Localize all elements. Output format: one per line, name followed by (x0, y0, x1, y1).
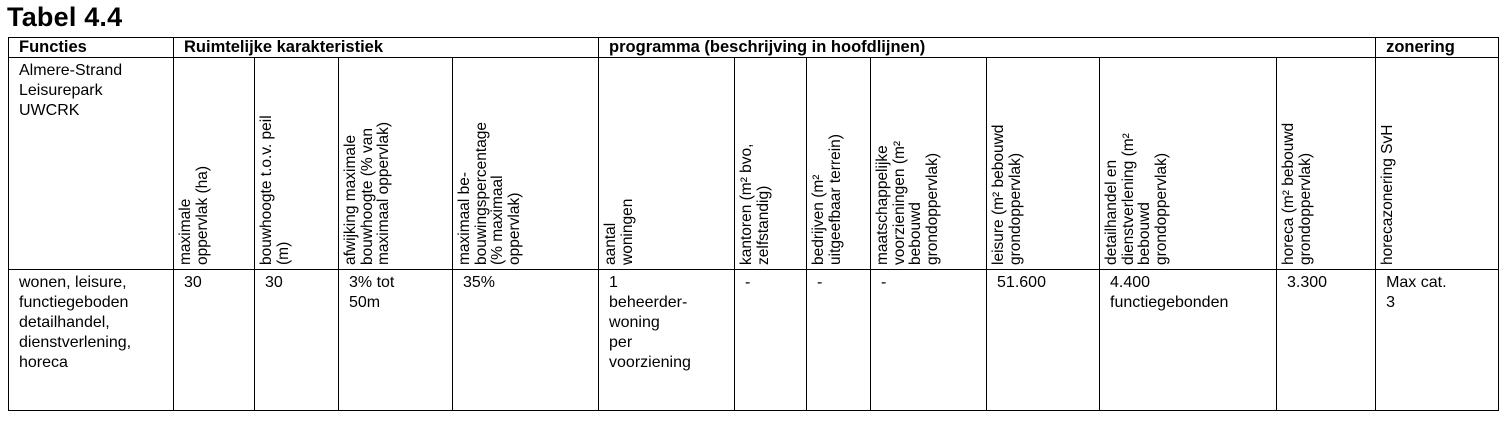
column-label-line: maximale (177, 198, 194, 265)
column-label (343, 122, 393, 265)
value-line: - (881, 274, 887, 291)
table-row (9, 270, 1499, 411)
value-cell (871, 270, 987, 411)
column-label-cell (1376, 58, 1499, 270)
column-label-cell (1277, 58, 1376, 270)
column-label (739, 144, 772, 265)
column-label (991, 125, 1024, 265)
value-cell (339, 270, 453, 411)
column-label-cell (735, 58, 807, 270)
column-label-row (9, 58, 1499, 270)
location-line: UWCRK (19, 102, 80, 119)
column-label-line: kantoren (m² bvo, (738, 143, 756, 265)
column-label-line: bouwhoogte (% van (358, 127, 376, 265)
functies-line: dienstverlening, (19, 334, 132, 351)
column-label-line: maximaal be- (456, 171, 473, 265)
value-cell (255, 270, 339, 411)
value-line: per (609, 334, 633, 351)
table-title: Tabel 4.4 (7, 2, 123, 32)
column-label-line: bedrijven (m² (810, 174, 828, 265)
value-line: 30 (184, 274, 202, 291)
value-cell (1100, 270, 1277, 411)
column-label-cell (599, 58, 735, 270)
column-label-line: horecazonering SvH (1379, 124, 1397, 265)
value-cell (807, 270, 871, 411)
column-label (1380, 125, 1397, 265)
column-label-line: detailhandel en (1103, 159, 1121, 265)
value-line: voorziening (609, 354, 691, 371)
column-label (259, 115, 292, 265)
value-cell (174, 270, 255, 411)
column-label-cell (987, 58, 1100, 270)
column-label-line: grondoppervlak) (1296, 152, 1314, 265)
column-label-cell (339, 58, 453, 270)
column-label-line: oppervlak) (505, 192, 523, 265)
value-line: 35% (463, 274, 496, 291)
column-label-cell (255, 58, 339, 270)
column-label (875, 141, 941, 265)
location-line: Almere-Strand (19, 62, 123, 79)
column-label (603, 199, 636, 265)
value-line: 30 (265, 274, 283, 291)
value-line: Max cat. (1386, 274, 1447, 291)
value-line: woning (609, 314, 660, 331)
value-line: - (745, 274, 751, 291)
column-label-cell (453, 58, 599, 270)
column-label-line: maatschappelijke (874, 145, 892, 265)
header-programma: programma (beschrijving in hoofdlijnen) (599, 38, 1376, 58)
value-cell (1376, 270, 1499, 411)
column-label (457, 122, 523, 265)
column-label-line: bebouwd (907, 202, 925, 265)
functies-line: functiegeboden (19, 294, 129, 311)
header-ruimtelijke-karakteristiek: Ruimtelijke karakteristiek (174, 38, 599, 58)
value-line: - (817, 274, 823, 291)
column-label-line: grondoppervlak) (923, 152, 941, 265)
column-label-line: (m) (274, 241, 292, 265)
functies-line: wonen, leisure, (19, 274, 127, 291)
value-line: beheerder- (609, 294, 688, 311)
column-label-line: bouwhoogte t.o.v. peil (258, 115, 275, 265)
functies-cell (9, 270, 174, 411)
value-cell (453, 270, 599, 411)
value-line: 51.600 (997, 274, 1046, 291)
column-label-line: grondoppervlak) (1152, 152, 1170, 265)
value-line: 3% tot (349, 274, 395, 291)
location-line: Leisurepark (19, 82, 103, 99)
value-line: 3.300 (1287, 274, 1328, 291)
column-label-line: bebouwd (1136, 202, 1154, 265)
header-functies: Functies (9, 38, 174, 58)
value-line: 50m (349, 294, 381, 311)
header-zonering: zonering (1376, 38, 1499, 58)
column-label-line: oppervlak (ha) (193, 165, 211, 265)
functies-line: horeca (19, 354, 68, 371)
column-label-line: (% maximaal (489, 175, 506, 265)
column-label-line: uitgeefbaar terrein) (826, 134, 844, 265)
column-label-line: voorzieningen (m² (890, 140, 908, 265)
column-label-cell (871, 58, 987, 270)
column-label-line: horeca (m² bebouwd (1280, 122, 1298, 265)
column-label (1281, 123, 1314, 265)
column-label-line: maximaal oppervlak) (375, 122, 392, 265)
column-label (1104, 133, 1170, 265)
column-label-cell (807, 58, 871, 270)
column-label-line: leisure (m² bebouwd (990, 124, 1008, 265)
column-label-line: grondoppervlak) (1006, 152, 1024, 265)
column-label-cell (1100, 58, 1277, 270)
value-line: 1 (609, 274, 618, 291)
column-label-cell (174, 58, 255, 270)
column-label (178, 166, 211, 265)
value-line: 3 (1386, 294, 1395, 311)
value-line: functiegebonden (1110, 294, 1229, 311)
functies-line: detailhandel, (19, 314, 110, 331)
column-label-line: dienstverlening (m² (1119, 133, 1137, 265)
column-label-line: bouwingspercentage (472, 121, 490, 265)
value-cell (1277, 270, 1376, 411)
column-label-line: zelfstandig) (754, 185, 772, 265)
location-cell (9, 58, 174, 270)
value-line: 4.400 (1110, 274, 1151, 291)
value-cell (735, 270, 807, 411)
column-label-line: aantal (602, 222, 620, 265)
column-label (811, 134, 844, 265)
value-cell (599, 270, 735, 411)
column-label-line: woningen (618, 198, 636, 265)
value-cell (987, 270, 1100, 411)
column-label-line: afwijking maximale (342, 134, 359, 265)
group-header-row (9, 38, 1499, 58)
planning-table (8, 37, 1499, 411)
